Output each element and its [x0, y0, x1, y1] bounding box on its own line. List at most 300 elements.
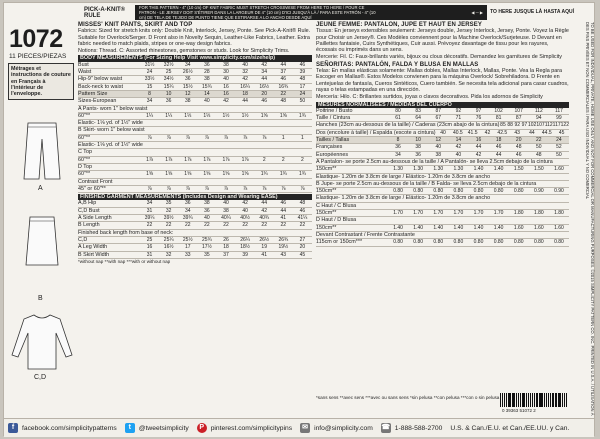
- phone-link[interactable]: [381, 423, 447, 433]
- barcode-stripe: [544, 393, 545, 407]
- figure-cd-label: C,D: [34, 374, 47, 381]
- table-cell: 61: [395, 115, 401, 122]
- table-row: [78, 164, 312, 171]
- row-label: 150cm**: [316, 210, 337, 217]
- table-cell: 28: [204, 69, 210, 76]
- table-cell: 81: [495, 115, 502, 122]
- table-cell: [275, 127, 294, 133]
- table-cell: 8: [396, 137, 400, 144]
- table-cell: 38: [204, 76, 210, 83]
- table-cell: 1¼: [165, 112, 173, 119]
- pinterest-text: pinterest.com/simplicitypins: [210, 424, 293, 432]
- table-cell: 15½: [182, 83, 193, 90]
- telas-text: Telas: En mallas elásticas solamente: Mallas dobles, Mallas Interlock, Mallas, Ponte. Vea la Regla para Escoger en Mallas®. Estos Modelos convienen para la máquina Overlock/ Sobrehiladora. D Frente en Lentejuelas de fantasía, Cueros Sintéticos, Cuero también. Se necesita tela adicional para casar cuadros, rayas o telas estampadas en una dirección.: [316, 68, 569, 93]
- body-measurements-table: [78, 62, 312, 193]
- table-cell: [182, 127, 201, 133]
- english-column: [78, 22, 312, 265]
- row-label: Françaises: [316, 144, 343, 151]
- table-cell: 1⅞: [165, 156, 173, 163]
- table-cell: 1⅓: [184, 112, 192, 119]
- table-cell: 38: [204, 200, 210, 207]
- table-cell: 1⅞: [222, 156, 230, 163]
- table-cell: [255, 149, 274, 155]
- barcode-stripe: [508, 393, 510, 407]
- country-text: U.S. & Can./E.U. et Can./EE.UU. y Can.: [450, 424, 570, 432]
- figure-a-pants: [8, 121, 76, 181]
- table-row: [78, 186, 312, 193]
- table-cell: 0.80: [513, 188, 524, 195]
- table-cell: [236, 164, 255, 170]
- table-row: [316, 203, 569, 210]
- table-cell: 1.50: [513, 166, 524, 173]
- table-cell: 16¾: [278, 83, 289, 90]
- table-cell: 26¼: [240, 236, 250, 243]
- barcode-stripe: [564, 393, 566, 407]
- table-cell: [552, 232, 569, 238]
- table-cell: ⅞: [243, 134, 248, 141]
- table-row: [316, 144, 569, 151]
- table-cell: 50: [299, 98, 306, 105]
- table-cell: [200, 127, 219, 133]
- table-row: [316, 181, 569, 188]
- table-cell: 1.30: [393, 166, 403, 173]
- table-cell: [281, 230, 296, 236]
- table-cell: 44: [495, 151, 502, 158]
- table-cell: [535, 232, 552, 238]
- table-cell: 0.80: [413, 188, 424, 195]
- mercerie-text: Mercerie: Fil. C: Faux-brillants variés, bijoux ou clous décoratifs. Demandez les garnitures de Simplicity: [316, 54, 562, 61]
- table-cell: [499, 195, 508, 201]
- row-label: B Jupe- se porte 2.5cm au-dessous de la taille / B Falda- se lleva 2.5cm debajo de la cintura: [316, 180, 537, 187]
- table-cell: 50: [536, 144, 542, 151]
- table-cell: 16: [223, 83, 229, 90]
- table-row: [316, 159, 569, 166]
- ruler-text: FOR THIS PATTERN - 4" (10 cm) OF KNIT FABRIC MUST STRETCH CROSSWISE FROM HERE TO HERE / POUR CE PATRON - LE JERSEY DOIT S'ÉTIRER DANS LA LARGEUR DE 4" (10 cm) D'ICI JUSQU'À LÀ / PARA ESTE PATRÓN - 4" (10 cm) DE TELA DE TEJIDO DE PUNTO TIENE QUE ESTIRARSE A LO ANCHO DESDE AQUÍ: [139, 5, 376, 20]
- table-cell: 31: [146, 251, 153, 258]
- facebook-link[interactable]: [8, 423, 121, 433]
- twitter-link[interactable]: [125, 423, 193, 433]
- table-cell: [216, 149, 235, 155]
- table-cell: [166, 106, 184, 112]
- barcode-stripe: [500, 393, 501, 407]
- table-cell: [516, 174, 525, 180]
- table-cell: 34: [146, 200, 153, 207]
- barcode-stripe: [522, 393, 524, 407]
- table-cell: [216, 164, 235, 170]
- table-cell: 40: [223, 200, 229, 207]
- table-cell: [449, 232, 466, 238]
- row-label: D Top: [78, 163, 92, 170]
- table-cell: [297, 230, 312, 236]
- table-cell: 15¾: [202, 83, 212, 90]
- table-cell: 0.80: [393, 239, 403, 246]
- notions-text: Notions: Thread. C: Assorted rhinestones, gemstones or studs. Look for Simplicity Trims.: [78, 48, 290, 55]
- table-row: [316, 174, 569, 181]
- spanish-title: SEÑORITAS: PANTALÓN, FALDA Y BLUSA EN MALLAS: [316, 61, 479, 68]
- table-cell: [162, 120, 181, 126]
- table-row: [78, 200, 312, 207]
- table-cell: [219, 127, 238, 133]
- table-row: [78, 98, 312, 105]
- table-cell: 0.80: [393, 188, 403, 195]
- table-row: [78, 62, 312, 69]
- table-cell: ⅞: [204, 185, 209, 192]
- row-label: Elastique- 1.20m de 3.8cm de large / Elástico- 1.20m de 3.8cm de ancho: [316, 173, 491, 180]
- table-row: [316, 210, 569, 217]
- table-cell: 41: [280, 215, 287, 222]
- table-row: [316, 108, 569, 115]
- table-cell: 41: [261, 251, 267, 258]
- table-cell: 16: [146, 244, 153, 251]
- barcode-stripe: [528, 393, 529, 407]
- barcode-stripe: [552, 393, 554, 407]
- twitter-text: @tweetsimplicity: [138, 424, 189, 432]
- table-row: [78, 69, 312, 76]
- table-cell: [518, 232, 535, 238]
- row-label: C,D Bust: [78, 207, 100, 214]
- table-cell: [143, 120, 162, 126]
- table-cell: 1⅝: [203, 171, 211, 178]
- table-cell: 31½: [144, 61, 155, 68]
- table-cell: 117: [554, 107, 563, 114]
- french-instructions-note: Métrages et instructions de couture en Français à l'intérieur de l'enveloppe.: [8, 63, 74, 100]
- barcode-stripe: [558, 393, 560, 407]
- table-cell: 1⅝: [184, 171, 192, 178]
- row-label: A Pantalon- se porte 2.5cm au-dessous de la taille / A Pantalón- se lleva 2.5cm debajo de la cintura: [316, 158, 553, 165]
- table-cell: 1½: [222, 112, 230, 119]
- table-cell: 42: [475, 151, 482, 158]
- table-cell: [256, 142, 275, 148]
- side-copyright-strip: [572, 21, 596, 417]
- row-label: Hanches (23cm au-dessous de la taille) / Caderas (23cm abajo de la cintura): [316, 122, 500, 129]
- table-cell: 0.90: [554, 188, 564, 195]
- barcode-stripe: [540, 393, 542, 407]
- table-cell: [202, 106, 220, 112]
- table-cell: 97: [475, 107, 482, 114]
- table-cell: 1.70: [473, 210, 484, 217]
- table-cell: [388, 217, 408, 223]
- table-cell: 46: [261, 98, 267, 105]
- row-label: 150cm**: [316, 166, 337, 173]
- table-cell: [274, 120, 293, 126]
- table-cell: 40: [435, 144, 442, 151]
- table-row: [78, 84, 312, 91]
- tissus-text: Tissus: En jerseys extensibles seulement: Jerseys double, Jersey Interlock, Jersey, Ponte. Voyez la Règle pour Choisir un Jersey®. Ces Modèles conviennent pour la Machine Overlock/Surjeteuse. D Devant en Paillettes fantaisie, Cuirs Synthétiques, Cuir aussi. Prévoyez davantage de tissu pour les rayures, écossais ou imprimés dans un sens.: [316, 28, 569, 54]
- table-cell: 1¼: [146, 112, 154, 119]
- table-cell: 16½: [163, 244, 174, 251]
- table-cell: [140, 179, 159, 185]
- email-link[interactable]: [300, 423, 377, 433]
- table-cell: 1.40: [393, 224, 403, 231]
- row-label: D Haut / D Blusa: [316, 217, 357, 224]
- fabrics-text: Fabrics: Sized for stretch knits only: Double Knit, Interlock, Jersey, Ponte. See Pick-A-Knit® Rule. Suitable for Overlock/Serger. D Front also in Novelty Sequin, Leather-Like Fabrics, Leather. Extra fabric needed to match plaids, stripes or one-way design fabrics.: [78, 28, 311, 47]
- french-spanish-column: [316, 22, 569, 247]
- row-label: Hip-9" below waist: [78, 76, 123, 83]
- table-cell: 44: [261, 200, 267, 207]
- table-cell: [173, 230, 188, 236]
- table-cell: [159, 179, 178, 185]
- row-label: Pattern Size: [78, 90, 108, 97]
- table-cell: [204, 230, 219, 236]
- table-cell: 0.80: [493, 188, 504, 195]
- table-cell: [274, 179, 293, 185]
- table-cell: 34: [184, 207, 191, 214]
- table-cell: 1: [281, 134, 285, 141]
- barcode-stripe: [566, 393, 567, 407]
- table-cell: 25¾: [202, 236, 212, 243]
- pinterest-link[interactable]: [197, 423, 296, 433]
- table-cell: 33½: [144, 76, 155, 83]
- table-cell: 22: [204, 222, 210, 229]
- table-cell: 0.80: [554, 239, 564, 246]
- table-cell: [239, 106, 257, 112]
- table-cell: 40½: [240, 215, 250, 222]
- table-cell: [250, 230, 265, 236]
- table-cell: [525, 174, 534, 180]
- table-cell: 31: [146, 207, 153, 214]
- table-cell: 1¾: [260, 171, 268, 178]
- table-cell: 1.70: [413, 210, 424, 217]
- table-cell: 1⅝: [241, 171, 249, 178]
- table-row: [316, 239, 569, 246]
- table-cell: 46: [299, 61, 306, 68]
- row-label: C Top: [78, 149, 92, 156]
- table-cell: [551, 174, 560, 180]
- row-label: A Pants- worn 1" below waist: [78, 105, 148, 112]
- table-cell: 46: [495, 144, 502, 151]
- table-cell: 41.5: [467, 129, 478, 136]
- table-cell: 0.80: [533, 239, 544, 246]
- table-row: [78, 76, 312, 83]
- barcode-stripe: [550, 393, 551, 407]
- table-cell: 42: [223, 98, 229, 105]
- table-cell: 107: [514, 107, 523, 114]
- table-cell: [448, 203, 468, 209]
- table-cell: 0.80: [433, 188, 444, 195]
- table-cell: [489, 217, 509, 223]
- table-cell: 46: [280, 200, 287, 207]
- table-cell: [293, 127, 312, 133]
- table-cell: ⅞: [147, 185, 152, 192]
- table-cell: 16½: [259, 83, 270, 90]
- table-cell: 1.30: [413, 166, 424, 173]
- table-cell: 40: [204, 215, 210, 222]
- table-cell: 80: [395, 107, 401, 114]
- table-cell: 87: [515, 115, 522, 122]
- table-cell: 99: [556, 115, 562, 122]
- table-row: [316, 137, 569, 144]
- table-cell: 40¼: [221, 215, 231, 222]
- barcode-stripe: [532, 393, 533, 407]
- barcode-stripe: [536, 393, 538, 407]
- table-cell: 37: [280, 69, 287, 76]
- table-cell: 40: [440, 129, 446, 136]
- pattern-number: 1072: [9, 25, 63, 53]
- table-cell: [293, 142, 312, 148]
- row-label: Devant Contrastant / Frente Contrastante: [316, 231, 415, 238]
- row-label: Sizes-European: [78, 98, 117, 105]
- table-cell: [543, 174, 552, 180]
- table-cell: 1.70: [433, 210, 444, 217]
- table-cell: ⅞: [243, 185, 248, 192]
- table-cell: 22: [261, 222, 267, 229]
- table-cell: 42: [242, 200, 248, 207]
- row-label: 150cm**: [316, 188, 337, 195]
- table-cell: [468, 217, 488, 223]
- table-cell: 32½: [163, 61, 174, 68]
- table-cell: 48: [299, 200, 306, 207]
- table-row: [78, 215, 312, 222]
- table-cell: 1⅞: [203, 156, 211, 163]
- table-cell: 1⅝: [146, 171, 154, 178]
- table-cell: [256, 120, 275, 126]
- table-cell: 1: [301, 134, 304, 141]
- row-label: Elastic- 1⅛ yd. of 1½" wide: [78, 120, 143, 127]
- row-label: C Haut / C Blusa: [316, 202, 357, 209]
- row-label: 115cm or 150cm***: [316, 239, 363, 246]
- table-cell: 0.80: [493, 239, 504, 246]
- table-row: [78, 230, 312, 237]
- table-cell: 2: [281, 156, 285, 163]
- table-cell: 38: [223, 61, 229, 68]
- table-cell: 40: [223, 76, 229, 83]
- table-cell: 42: [261, 61, 267, 68]
- table-cell: 44: [280, 207, 287, 214]
- table-cell: [549, 217, 569, 223]
- table-cell: ⅞: [300, 185, 305, 192]
- table-cell: 25: [165, 69, 172, 76]
- table-cell: ⅞: [223, 185, 229, 192]
- table-cell: 36: [415, 151, 421, 158]
- merceria-text: Mercería: Hilo. C: Brillantes surtidos, joyas o clavos decorativos. Pida los adornos de Simplicity: [316, 94, 543, 101]
- table-cell: [143, 142, 162, 148]
- table-cell: [255, 164, 274, 170]
- table-cell: 0.80: [413, 239, 424, 246]
- pick-a-knit-rule: [84, 4, 574, 21]
- phone-text: 1-888-588-2700: [394, 424, 443, 432]
- barcode-stripe: [539, 393, 540, 407]
- table-cell: 40: [242, 207, 248, 214]
- table-cell: 39: [299, 69, 306, 76]
- table-cell: ⅞: [262, 134, 267, 141]
- table-cell: [551, 195, 560, 201]
- table-cell: 1⅝: [260, 112, 268, 119]
- table-cell: 1.40: [473, 166, 484, 173]
- table-cell: 26½: [182, 69, 193, 76]
- table-row: [78, 237, 312, 244]
- table-cell: 39¼: [144, 215, 155, 222]
- table-cell: 52: [556, 144, 562, 151]
- barcode-stripe: [562, 393, 563, 407]
- table-cell: [236, 149, 255, 155]
- table-cell: 46: [280, 76, 287, 83]
- barcode-stripe: [520, 393, 522, 407]
- table-cell: 34: [146, 98, 153, 105]
- table-row: [78, 171, 312, 178]
- body-measurements-header: BODY MEASUREMENTS (For Sizing Help Visit www.simplicity.com/sizehelp): [78, 55, 312, 61]
- table-row: [78, 179, 312, 186]
- table-cell: 48: [299, 76, 306, 83]
- table-cell: 44.5: [541, 129, 552, 136]
- top-drawing-icon: [8, 311, 76, 373]
- table-row: [316, 130, 569, 137]
- table-cell: [235, 230, 250, 236]
- table-cell: 38: [223, 207, 229, 214]
- table-cell: 22: [536, 137, 542, 144]
- table-cell: 22: [299, 222, 306, 229]
- table-cell: ⅞: [223, 134, 229, 141]
- table-row: [316, 152, 569, 159]
- table-row: [316, 225, 569, 232]
- barcode-stripe: [548, 393, 550, 407]
- table-cell: 1½: [241, 112, 249, 119]
- table-cell: 1.60: [513, 224, 524, 231]
- table-row: [78, 120, 312, 127]
- table-cell: [274, 149, 293, 155]
- table-cell: 16: [223, 90, 229, 97]
- table-cell: [415, 232, 432, 238]
- table-cell: 22: [223, 222, 229, 229]
- table-cell: 46: [299, 207, 306, 214]
- table-cell: 1.40: [493, 166, 504, 173]
- row-label: Finished back length from base of neck:: [78, 229, 174, 236]
- table-cell: 32: [242, 69, 248, 76]
- figure-b-label: B: [38, 295, 43, 302]
- row-label: 150cm**: [316, 224, 337, 231]
- table-cell: 0.80: [453, 239, 464, 246]
- table-row: [316, 217, 569, 224]
- table-cell: 102: [494, 107, 503, 114]
- table-cell: 48: [280, 98, 287, 105]
- table-cell: [257, 106, 275, 112]
- table-row: [316, 166, 569, 173]
- english-title: MISSES' KNIT PANTS, SKIRT AND TOP: [78, 22, 193, 28]
- table-cell: [489, 203, 509, 209]
- table-cell: 1.60: [554, 224, 564, 231]
- barcode-stripe: [518, 393, 519, 407]
- table-cell: [218, 142, 237, 148]
- table-cell: 37: [223, 251, 229, 258]
- table-cell: 88: [507, 122, 513, 129]
- table-cell: 10: [165, 90, 172, 97]
- table-cell: 43: [514, 129, 520, 136]
- table-cell: 27: [299, 236, 306, 243]
- metric-legend-text: *sans sens **avec sens ***avec ou sans sens *sin pelusa **con pelusa ***con o sin pelusa: [316, 395, 500, 400]
- table-cell: 12: [184, 90, 191, 97]
- table-cell: [543, 195, 552, 201]
- table-cell: 1.70: [453, 210, 464, 217]
- table-cell: [529, 203, 549, 209]
- table-cell: 30: [223, 69, 229, 76]
- table-row: [78, 142, 312, 149]
- table-row: [78, 222, 312, 229]
- table-cell: 20: [261, 90, 267, 97]
- row-label: Waist: [78, 69, 92, 76]
- table-cell: 112: [544, 122, 553, 129]
- side-copyright-text: TO BE USED FOR INDIVIDUAL, PRIVATE, HOME USE ONLY AND NOT FOR COMMERCIAL OR MANUFACTURING PURPOSES. ©2015 SIMPLICITY PATTERN CO. INC. PRINTED IN U.S.A. / UTILISATION À DES FINS PRIVÉES ET NON COMMERCIALES / PARA USO INDIVIDUAL Y NO COMERCIAL: [585, 22, 595, 416]
- table-cell: 83: [415, 107, 421, 114]
- table-cell: [293, 120, 312, 126]
- facebook-text: facebook.com/simplicitypatterns: [22, 424, 117, 432]
- table-cell: [516, 195, 525, 201]
- table-row: [78, 208, 312, 215]
- table-cell: 26¾: [278, 236, 289, 243]
- table-cell: 1.40: [473, 224, 484, 231]
- table-cell: [256, 127, 275, 133]
- table-cell: 38: [415, 144, 421, 151]
- table-cell: [525, 195, 534, 201]
- table-cell: 33: [184, 251, 191, 258]
